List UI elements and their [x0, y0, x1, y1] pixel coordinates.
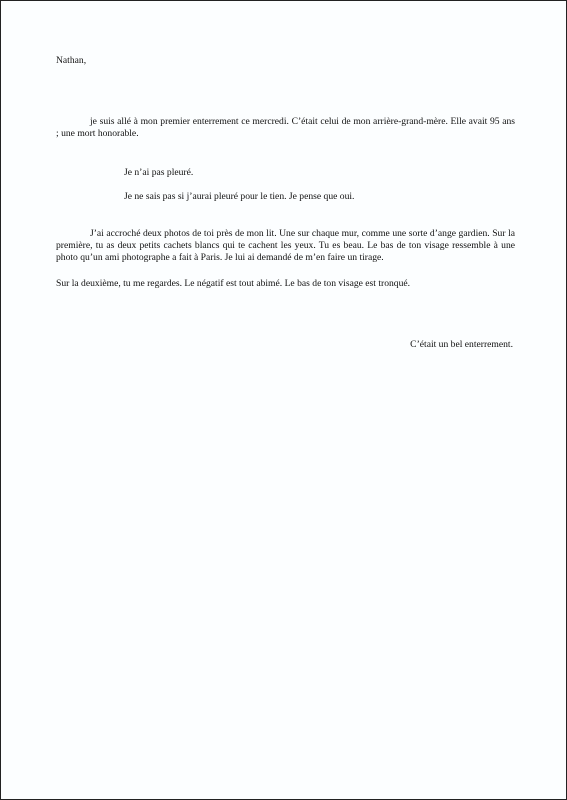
letter-paragraph-3: Sur la deuxième, tu me regardes. Le négatif est tout abimé. Le bas de ton visage est tronqué. — [56, 278, 411, 289]
letter-paragraph-2: J’ai accroché deux photos de toi près de mon lit. Une sur chaque mur, comme une sorte d’ange gardien. Sur la première, tu as deux petits cachets blancs qui te cachent les yeux. Tu es beau. Le bas de ton visage ressemble à une photo qu’un ami photographe a fait à Paris. Je lui ai demandé de m’en faire un tirage. — [56, 228, 515, 264]
letter-salutation: Nathan, — [56, 55, 87, 66]
letter-indented-line-2: Je ne sais pas si j’aurai pleuré pour le tien. Je pense que oui. — [124, 191, 355, 202]
letter-closing: C’était un bel enterrement. — [410, 339, 513, 350]
letter-indented-line-1: Je n’ai pas pleuré. — [124, 167, 194, 178]
letter-paragraph-1: je suis allé à mon premier enterrement ce mercredi. C’était celui de mon arrière-grand-mère. Elle avait 95 ans ; une mort honorable. — [56, 116, 515, 140]
